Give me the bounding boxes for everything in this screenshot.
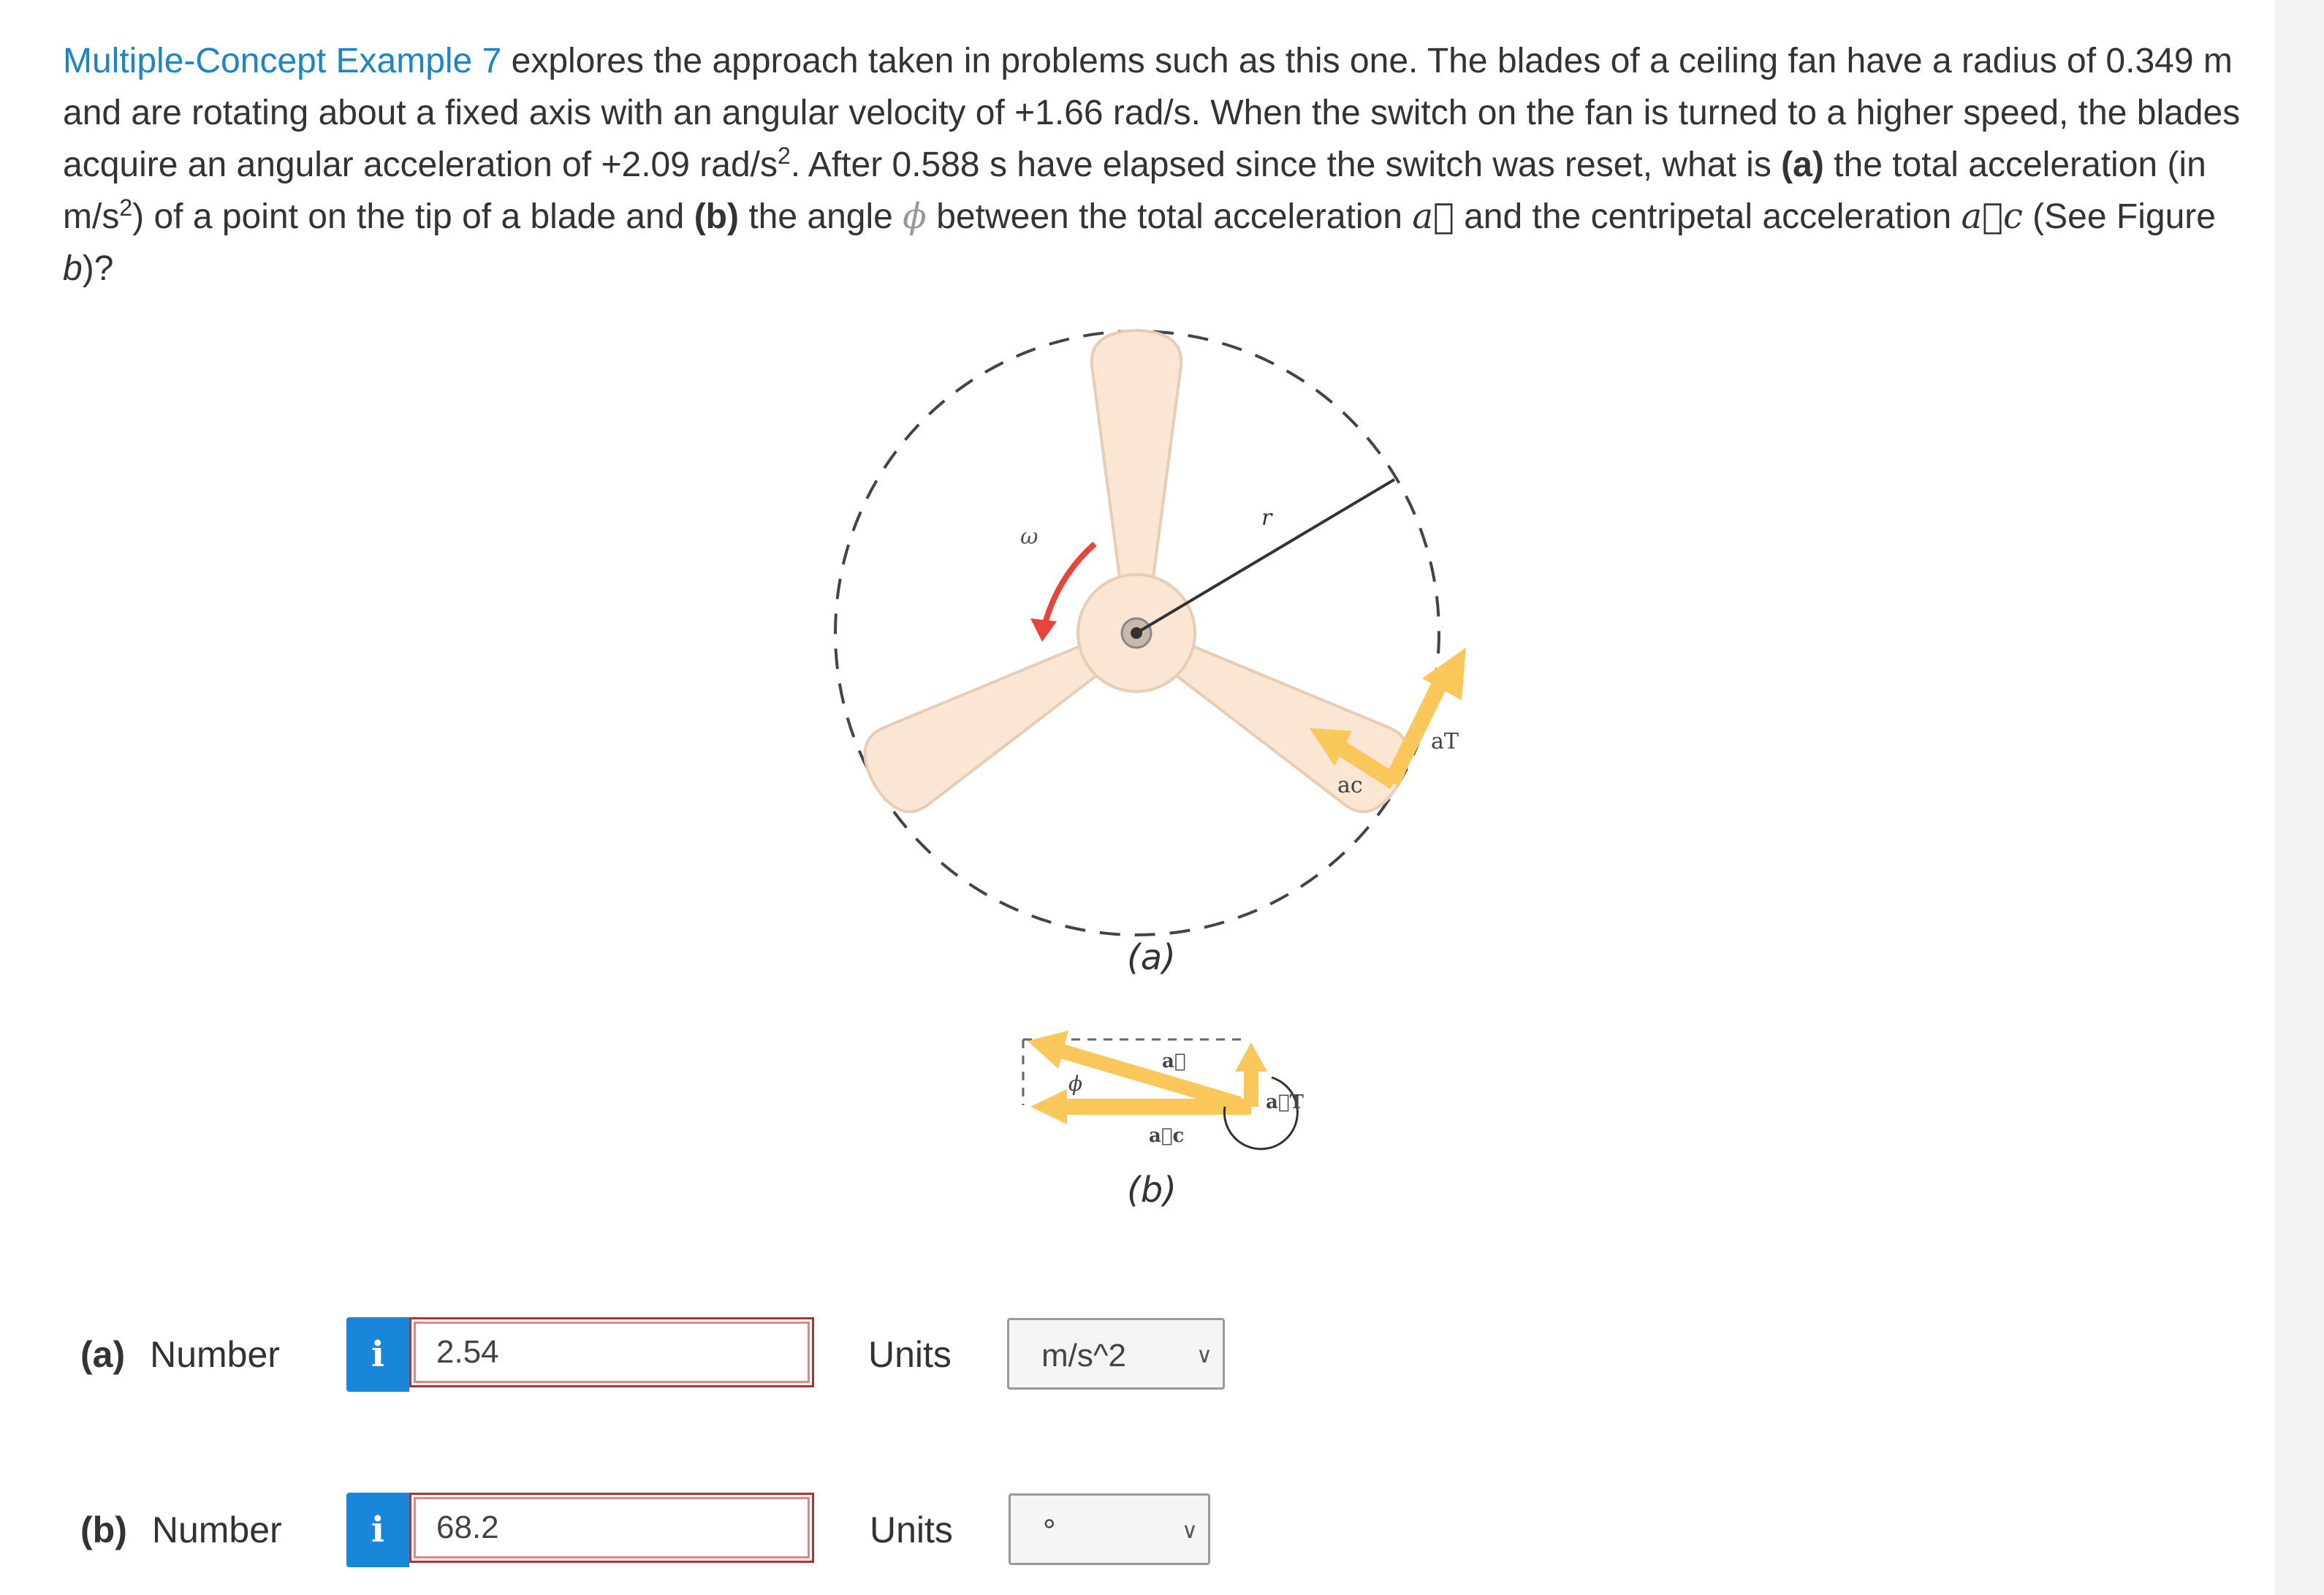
fan-figure-a [819,314,1505,972]
question-text-4: ) of a point on the tip of a blade and [132,197,694,236]
answer-a-number-label: Number [150,1334,280,1375]
vector-a-symbol: a⃗ [1412,196,1454,237]
blade-left [852,622,1111,823]
answer-a-part: (a) [80,1334,126,1375]
aT-vector-head [1235,1042,1267,1072]
answer-a-units-label: Units [868,1334,952,1375]
question-text-5: the angle [738,197,903,236]
question-text-7: and the centripetal acceleration [1454,197,1962,236]
answer-b-input[interactable]: 68.2 [409,1493,814,1563]
question-text-9: )? [82,249,114,288]
a-vector-head [1028,1031,1068,1069]
figure-b-ref: b [63,249,83,288]
question-text-2: . After 0.588 s have elapsed since the switch was reset, what is [790,145,1782,184]
answer-a-input[interactable]: 2.54 [409,1317,814,1387]
answer-b-label [80,1509,282,1551]
superscript-2: 2 [777,143,791,169]
answer-b-units-select[interactable] [1009,1493,1210,1565]
figure-b-caption: (b) [1127,1170,1177,1211]
answer-b-info-button[interactable]: i [346,1493,409,1567]
answer-a-label [80,1333,280,1376]
chevron-down-icon: ∨ [1182,1519,1198,1543]
blade-top [1092,330,1181,577]
vec-aT-label: a⃗T [1266,1091,1304,1113]
example-link[interactable]: Multiple-Concept Example 7 [63,42,502,80]
blade-right [1162,622,1421,823]
part-b-marker: (b) [694,197,739,236]
vector-figure-b [1009,1023,1315,1162]
question-text [63,35,2241,295]
phi-label: ϕ [1068,1072,1083,1096]
phi-symbol: ϕ [903,196,927,237]
figure-a-caption: (a) [1127,937,1176,978]
omega-label: ω [1020,524,1038,550]
answer-b-number-label: Number [151,1509,282,1550]
ac-label: ac [1337,773,1363,798]
superscript-2: 2 [119,194,133,221]
vec-ac-label: a⃗c [1149,1125,1185,1147]
chevron-down-icon: ∨ [1196,1344,1212,1368]
answer-b-part: (b) [80,1509,127,1550]
a-vector [1057,1050,1239,1104]
question-text-3: the total acceleration (in m/s [63,145,2206,236]
question-text-6: between the total acceleration [926,197,1413,236]
ac-vector-head [1030,1089,1067,1124]
aT-label: aT [1431,729,1459,754]
answer-a-units-value: m/s^2 [1041,1338,1126,1374]
answer-a-info-button[interactable]: i [346,1317,409,1392]
answer-a-units-select[interactable] [1007,1318,1225,1390]
omega-arrowhead [1030,618,1057,642]
vec-a-label: a⃗ [1162,1050,1186,1072]
question-text-8: (See Figure [2022,197,2216,236]
part-a-marker: (a) [1781,145,1824,184]
radius-line [1136,480,1394,633]
vector-ac-symbol: a⃗c [1961,196,2023,237]
answer-b-units-value: ° [1043,1513,1056,1549]
question-text-1: explores the approach taken in problems such as this one. The blades of a ceiling fan have a radius of 0.349 m and are rotating about a fixed axis with an angular velocity of +1.66 rad/s. When the switch on the fan is turned to a higher speed, the blades acquire an angular acceleration of +2.09 rad/s [63,42,2241,184]
answer-b-units-label: Units [870,1509,953,1550]
radius-label: r [1261,505,1272,531]
